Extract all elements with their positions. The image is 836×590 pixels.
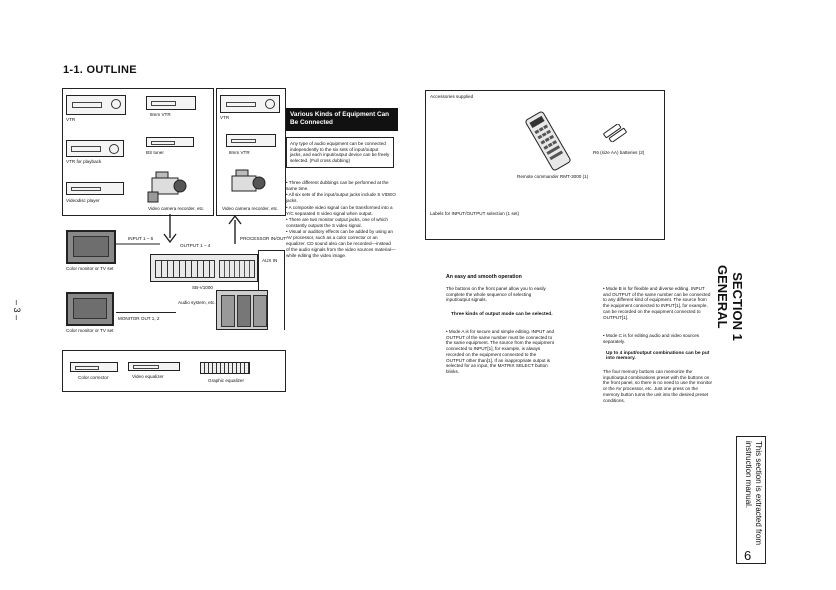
label-vtr-playback: VTR for playback: [66, 159, 102, 164]
feature-bullet: • There are two monitor output jacks, one of which constantly outputs the S video signal.: [286, 216, 388, 228]
label-processor: PROCESSOR IN/OUT: [240, 236, 287, 241]
aux-line-h: [258, 250, 284, 251]
color-monitor-1: [66, 230, 116, 264]
operation-mode-a: • Mode A is for secure and simple editing. INPUT and OUTPUT of the same number must be connected to the same equipment. The source from the equipment connected to INPUT[1], for example, is always recorded on the equipment connected to the OUTPUT other than[1]. If an inappropriate output is selected for an input, the MATRIX SELECT button blinks.: [446, 329, 554, 375]
vtr-8mm-device-top: [146, 96, 196, 110]
label-monitor-out: MONITOR OUT 1, 2: [118, 316, 160, 321]
operation-intro: The buttons on the front panel allow you to easily complete the whole sequence of selecting input/output signals.: [446, 286, 546, 303]
operation-subheading-memory: Up to 4 input/output combinations can be put into memory.: [606, 351, 710, 361]
aux-line-v: [284, 250, 285, 330]
monitor-out-line: [116, 312, 176, 313]
page-title: 1-1. OUTLINE: [63, 64, 137, 76]
vtr-device-left: [66, 95, 126, 115]
label-vtr-right: VTR: [220, 115, 230, 120]
label-sb-v1000: SB-V1000: [192, 285, 213, 290]
feature-bullets: [286, 180, 396, 260]
feature-bullet: • Three different dubbings can be performed at the same time.: [286, 180, 389, 191]
operation-memory: The four memory buttons can memorize the input/output combinations preset with the buttons on the front panel, so there is no need to use the monitor or the AV processor, etc. Just one press on the memory button turns the unit into the desired preset conditions.: [603, 369, 713, 403]
vtr-playback-device: [66, 140, 124, 157]
label-aux-in: AUX IN: [262, 258, 278, 263]
label-monitor-2: Color monitor or TV set: [66, 328, 114, 333]
sb-v1000-unit: [150, 254, 258, 282]
page-number: 6: [744, 548, 752, 563]
label-audio-system: Audio system, etc.: [178, 300, 216, 305]
feature-bullet: • All six sets of the input/output jacks include S VIDEO jacks.: [286, 192, 396, 204]
accessories-title: Accessories supplied: [430, 94, 474, 99]
vtr-device-right: [220, 95, 280, 113]
label-8mm-vtr-top: 8mm VTR: [150, 112, 171, 117]
extract-note-box: [736, 436, 766, 564]
label-bs-tuner: BS tuner: [146, 150, 164, 155]
bs-tuner-device: [146, 137, 194, 147]
videodisc-device: [66, 182, 124, 195]
operation-subheading-modes: Three kinds of output mode can be selected.: [451, 312, 553, 317]
label-video-camera-left: Video camera recorder, etc.: [148, 206, 205, 211]
color-monitor-2: [66, 292, 114, 326]
feature-box-text: Any type of audio equipment can be connected independently to the six sets of input/output jacks, and each input/output device can be freely selected. (Full cross dubbing): [286, 137, 394, 168]
section-label: [715, 265, 758, 341]
label-graphic-equalizer: Graphic equalizer: [208, 378, 245, 383]
aux-line: [258, 250, 259, 290]
video-camera-left-icon: [146, 170, 188, 204]
feature-bullet: • A composite video signal can be transformed into a Y/C separated S video signal when output.: [286, 204, 393, 216]
side-page-number: – 3 –: [12, 300, 22, 321]
feature-heading: Various Kinds of Equipment Can Be Connected: [286, 108, 398, 131]
label-8mm-vtr-right: 8mm VTR: [229, 150, 250, 155]
audio-system-device: [216, 290, 268, 330]
label-remote: Remote commander RMT-3000 (1): [517, 174, 589, 179]
label-monitor-1: Color monitor or TV set: [66, 266, 114, 271]
graphic-equalizer-device: [200, 362, 250, 374]
operation-mode-c: • Mode C is for editing audio and video sources separately.: [603, 333, 700, 344]
extract-note-text: This section is extracted from instruction manual.: [743, 441, 763, 546]
label-output: OUTPUT 1 – 4: [180, 243, 211, 248]
color-corrector-device: [70, 362, 118, 372]
label-selection-labels: Labels for INPUT/OUTPUT selection (1 set): [430, 211, 520, 216]
label-color-corrector: Color corrector: [78, 375, 109, 380]
label-videodisc: Videodisc player: [66, 198, 100, 203]
batteries-icon: [603, 124, 627, 142]
label-video-camera-right: Video camera recorder, etc.: [222, 206, 279, 211]
label-input: INPUT 1 – 6: [128, 236, 154, 241]
label-vtr-left: VTR: [66, 117, 76, 122]
remote-commander-icon: [522, 110, 574, 172]
vtr-8mm-device-right: [226, 134, 276, 147]
operation-heading: An easy and smooth operation: [446, 274, 522, 280]
operation-mode-b: • Mode B is for flexible and diverse editing. INPUT and OUTPUT of the same number can be connected to any different kind of equipment. The source from the equipment connected to INPUT[1], for example, can be recorded on the equipment connected to OUTPUT[1].: [603, 286, 711, 320]
label-batteries: R6 (size AA) batteries (2): [593, 150, 645, 155]
label-video-equalizer: Video equalizer: [132, 374, 164, 379]
video-equalizer-device: [128, 362, 180, 371]
video-camera-right-icon: [228, 168, 268, 202]
section-label-text: SECTION 1 GENERAL: [715, 265, 745, 341]
feature-bullet: • Visual or auditory effects can be added by using an AV processor, such as a color corrector or an equalizer. CD sound also can be recorded—instead of the audio signals from the video sources material—while editing the video image.: [286, 229, 396, 259]
